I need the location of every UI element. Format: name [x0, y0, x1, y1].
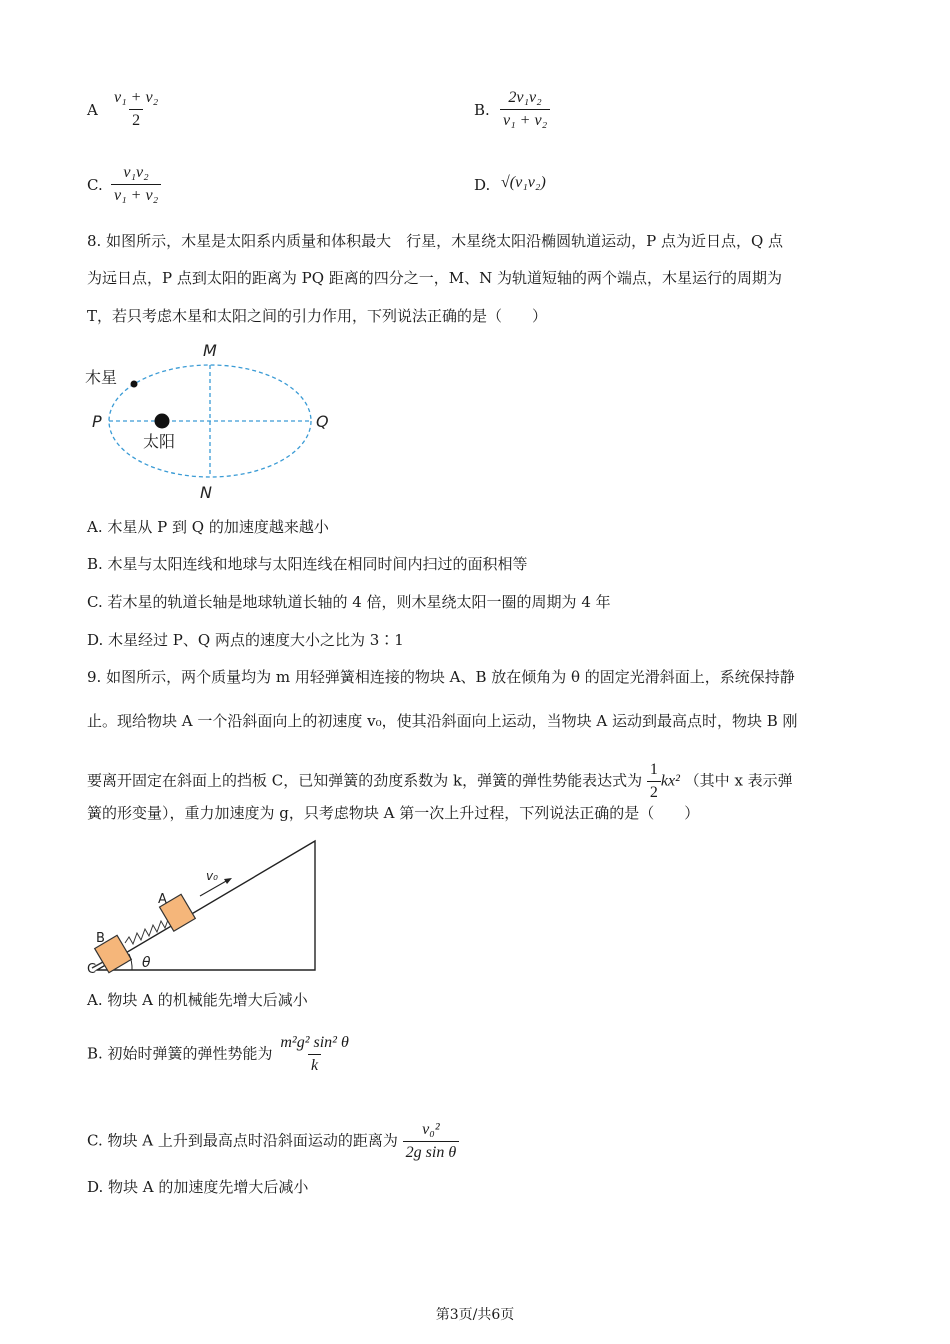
- q9-line-4: 簧的形变量），重力加速度为 g，只考虑物块 A 第一次上升过程，下列说法正确的是（ ）: [87, 804, 700, 822]
- option-c-label: C.: [87, 176, 103, 194]
- point-p-label: P: [92, 412, 102, 431]
- option-b-num: 2v₁v₂: [508, 89, 542, 106]
- sun-dot: [155, 414, 170, 429]
- page-footer: 第3页/共6页: [435, 1307, 515, 1323]
- option-a-num: v₁ + v₂: [114, 89, 159, 106]
- q8-option-b: B. 木星与太阳连线和地球与太阳连线在相同时间内扫过的面积相等: [87, 555, 528, 573]
- angle-arc: [129, 954, 132, 970]
- half-num: 1: [649, 761, 658, 778]
- option-b-den: v₁ + v₂: [500, 109, 550, 131]
- q9-incline-figure: [82, 836, 322, 978]
- q9-option-b-den: k: [308, 1054, 321, 1076]
- q9-line-3: [87, 760, 793, 803]
- q9-line-3-text-b: （其中 x 表示弹: [684, 771, 793, 790]
- q9-line-2: 止。现给物块 A 一个沿斜面向上的初速度 v₀，使其沿斜面向上运动，当物块 A 运动到最高点时，物块 B 刚: [87, 712, 798, 730]
- option-c-formula: [111, 163, 161, 206]
- point-q-label: Q: [316, 412, 329, 431]
- q9-option-b-num: m²g² sin² θ: [280, 1034, 349, 1051]
- q9-option-c-num: v₀²: [422, 1121, 440, 1138]
- q9-option-b: [87, 1033, 352, 1076]
- q9-option-a: A. 物块 A 的机械能先增大后减小: [87, 991, 308, 1009]
- option-b-label: B.: [474, 101, 490, 119]
- q9-option-d: D. 物块 A 的加速度先增大后减小: [87, 1178, 309, 1196]
- option-a-formula: [111, 88, 161, 131]
- v0-label: v₀: [206, 869, 218, 883]
- block-b-label: B: [96, 931, 105, 946]
- q9-option-b-fraction: [277, 1033, 351, 1076]
- option-c-num: v₁v₂: [123, 164, 149, 181]
- q8-option-c: C. 若木星的轨道长轴是地球轨道长轴的 4 倍，则木星绕太阳一圈的周期为 4 年: [87, 593, 611, 611]
- option-d-formula: √(v₁v₂): [501, 174, 546, 191]
- jupiter-dot: [131, 381, 138, 388]
- option-a-den: 2: [129, 109, 143, 131]
- point-n-label: N: [200, 483, 212, 502]
- q9-option-b-text: B. 初始时弹簧的弹性势能为: [87, 1044, 273, 1063]
- q8-line-2: 为远日点，P 点到太阳的距离为 PQ 距离的四分之一，M、N 为轨道短轴的两个端点，木星运行的周期为: [87, 269, 783, 287]
- option-c-den: v₁ + v₂: [111, 184, 161, 206]
- theta-label: θ: [142, 955, 151, 971]
- stopper-c-label: C: [87, 962, 97, 977]
- half-den: 2: [647, 781, 661, 803]
- q8-orbit-figure: [80, 338, 350, 506]
- incline-triangle: [97, 841, 315, 970]
- q9-option-c-den: 2g sin θ: [403, 1141, 460, 1163]
- q9-option-c: [87, 1120, 459, 1163]
- q8-line-1: 8. 如图所示，木星是太阳系内质量和体积最大 行星，木星绕太阳沿椭圆轨道运动，P 点为近日点，Q 点: [87, 232, 784, 250]
- block-a-label: A: [158, 892, 167, 907]
- q8-option-a: A. 木星从 P 到 Q 的加速度越来越小: [87, 518, 329, 536]
- q9-option-c-fraction: [403, 1120, 460, 1163]
- kx2-expr: kx²: [660, 772, 680, 790]
- q9-option-c-text: C. 物块 A 上升到最高点时沿斜面运动的距离为: [87, 1131, 398, 1150]
- sun-label: 太阳: [143, 432, 176, 451]
- q8-line-3: T，若只考虑木星和太阳之间的引力作用，下列说法正确的是（ ）: [87, 307, 548, 325]
- q8-option-d: D. 木星经过 P、Q 两点的速度大小之比为 3∶1: [87, 631, 404, 649]
- point-m-label: M: [203, 341, 217, 360]
- half-fraction: [647, 760, 661, 803]
- option-b-formula: [500, 88, 550, 131]
- option-a-label: A: [87, 101, 98, 119]
- q9-line-3-text-a: 要离开固定在斜面上的挡板 C，已知弹簧的劲度系数为 k，弹簧的弹性势能表达式为: [87, 771, 643, 790]
- option-d-label: D.: [474, 176, 491, 194]
- q9-line-1: 9. 如图所示，两个质量均为 m 用轻弹簧相连接的物块 A、B 放在倾角为 θ 的固定光滑斜面上，系统保持静: [87, 668, 795, 686]
- jupiter-label: 木星: [85, 368, 118, 387]
